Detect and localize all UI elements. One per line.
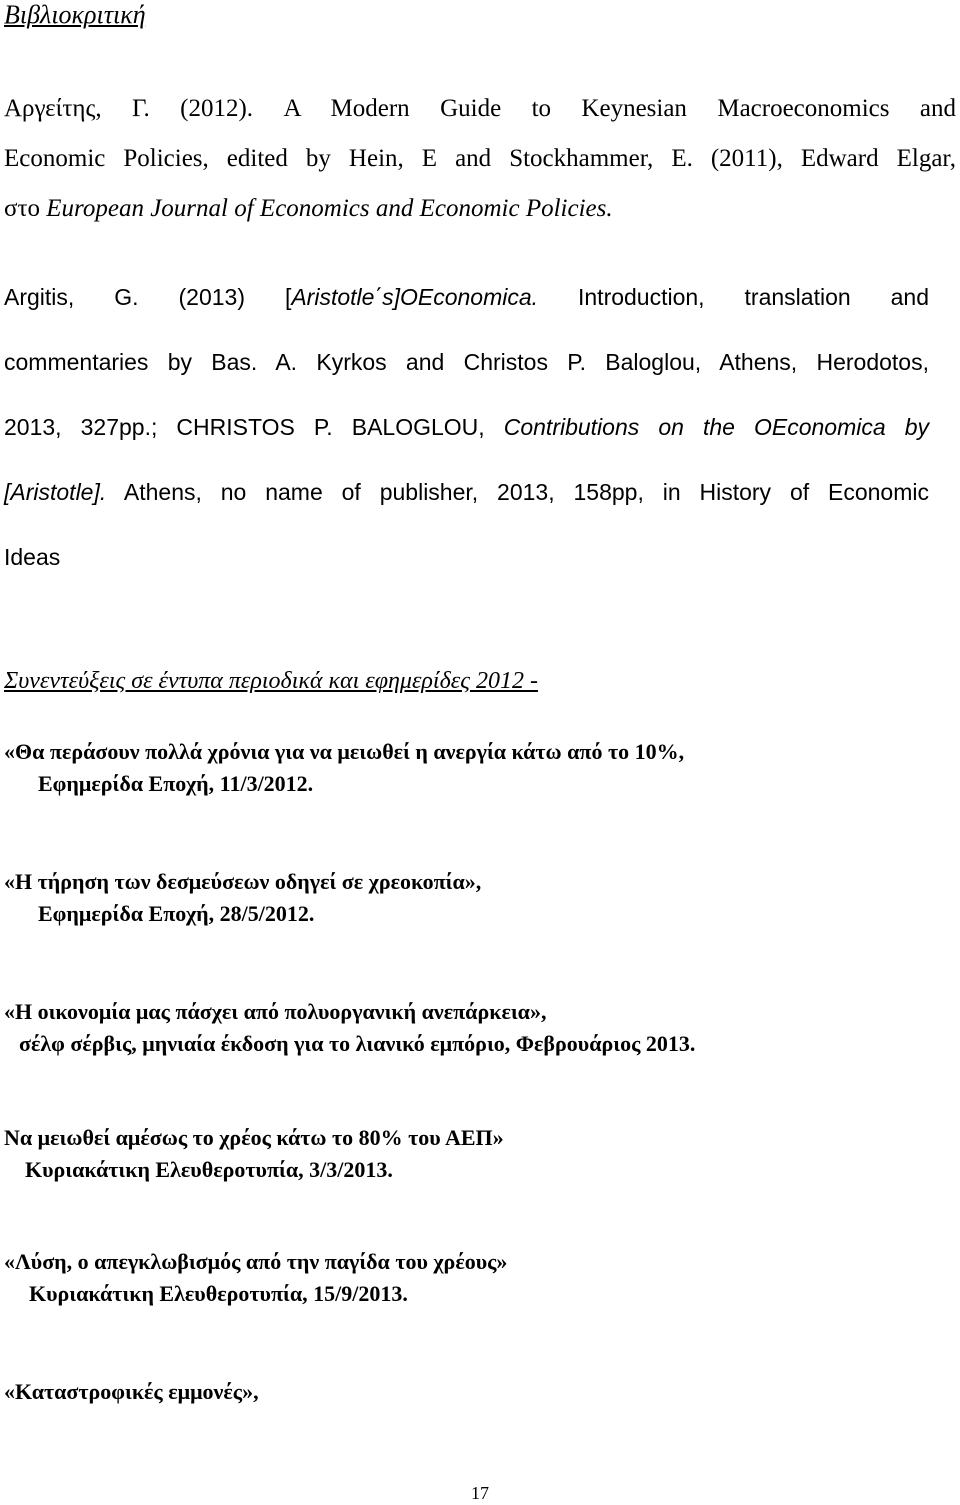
interview-source: Εφημερίδα Εποχή, 28/5/2012. xyxy=(38,901,315,926)
interview-source: Εφημερίδα Εποχή, 11/3/2012. xyxy=(38,771,314,796)
interview-title: «Θα περάσουν πολλά χρόνια για να μειωθεί η ανεργία κάτω από το 10%, xyxy=(4,739,685,764)
section-heading-book-review: Βιβλιοκριτική xyxy=(4,0,146,29)
reference-line xyxy=(4,460,929,525)
interview-entry xyxy=(4,736,684,800)
interview-title: «Η τήρηση των δεσμεύσεων οδηγεί σε χρεοκοπία», xyxy=(4,869,482,894)
reference-line: Ideas xyxy=(4,544,61,570)
interview-entry xyxy=(4,1246,507,1310)
reference-line: Economic Policies, edited by Hein, E and Stockhammer, E. (2011), Edward Elgar, xyxy=(4,145,956,172)
reference-line xyxy=(4,184,956,234)
reference-text: Argitis, G. (2013) [ xyxy=(4,284,292,310)
reference-text: 2013, 327pp.; CHRISTOS P. BALOGLOU, xyxy=(4,414,504,440)
journal-title: European Journal of Economics and Economic Policies. xyxy=(46,195,613,222)
interview-title: «Η οικονομία μας πάσχει από πολυοργανική ανεπάρκεια», xyxy=(4,999,547,1024)
interview-source: Κυριακάτικη Ελευθεροτυπία, 3/3/2013. xyxy=(25,1157,393,1182)
interview-entry xyxy=(4,866,481,930)
interview-entry xyxy=(4,996,695,1060)
reference-argitis-2013 xyxy=(4,265,929,590)
interview-title: Να μειωθεί αμέσως το χρέος κάτω το 80% του ΑΕΠ» xyxy=(4,1125,504,1150)
interview-entry xyxy=(4,1122,504,1186)
reference-argeitis-2012 xyxy=(4,84,956,234)
interview-source: σέλφ σέρβις, μηνιαία έκδοση για το λιανικό εμπόριο, Φεβρουάριος 2013. xyxy=(19,1031,696,1056)
reference-line: commentaries by Bas. A. Kyrkos and Christos P. Baloglou, Athens, Herodotos, xyxy=(4,349,929,375)
book-title: Aristotle΄s]OEconomica. xyxy=(291,284,539,310)
interview-entry xyxy=(4,1376,259,1408)
book-title: [Aristotle]. xyxy=(4,479,107,505)
interview-title: «Λύση, ο απεγκλωβισμός από την παγίδα του χρέους» xyxy=(4,1249,508,1274)
reference-line xyxy=(4,395,929,460)
reference-text: Introduction, translation and xyxy=(538,284,929,310)
book-title: Contributions on the OEconomica by xyxy=(503,414,930,440)
page-number: 17 xyxy=(471,1483,489,1503)
interview-source: Κυριακάτικη Ελευθεροτυπία, 15/9/2013. xyxy=(29,1281,408,1306)
interview-title: «Καταστροφικές εμμονές», xyxy=(4,1379,259,1404)
reference-text: Athens, no name of publisher, 2013, 158pp, in History of Economic xyxy=(106,479,929,505)
reference-text: στο xyxy=(4,195,47,222)
reference-line: Αργείτης, Γ. (2012). A Modern Guide to Keynesian Macroeconomics and xyxy=(4,95,956,122)
section-title-interviews: Συνεντεύξεις σε έντυπα περιοδικά και εφημερίδες 2012 - xyxy=(4,668,538,694)
reference-line xyxy=(4,265,929,330)
